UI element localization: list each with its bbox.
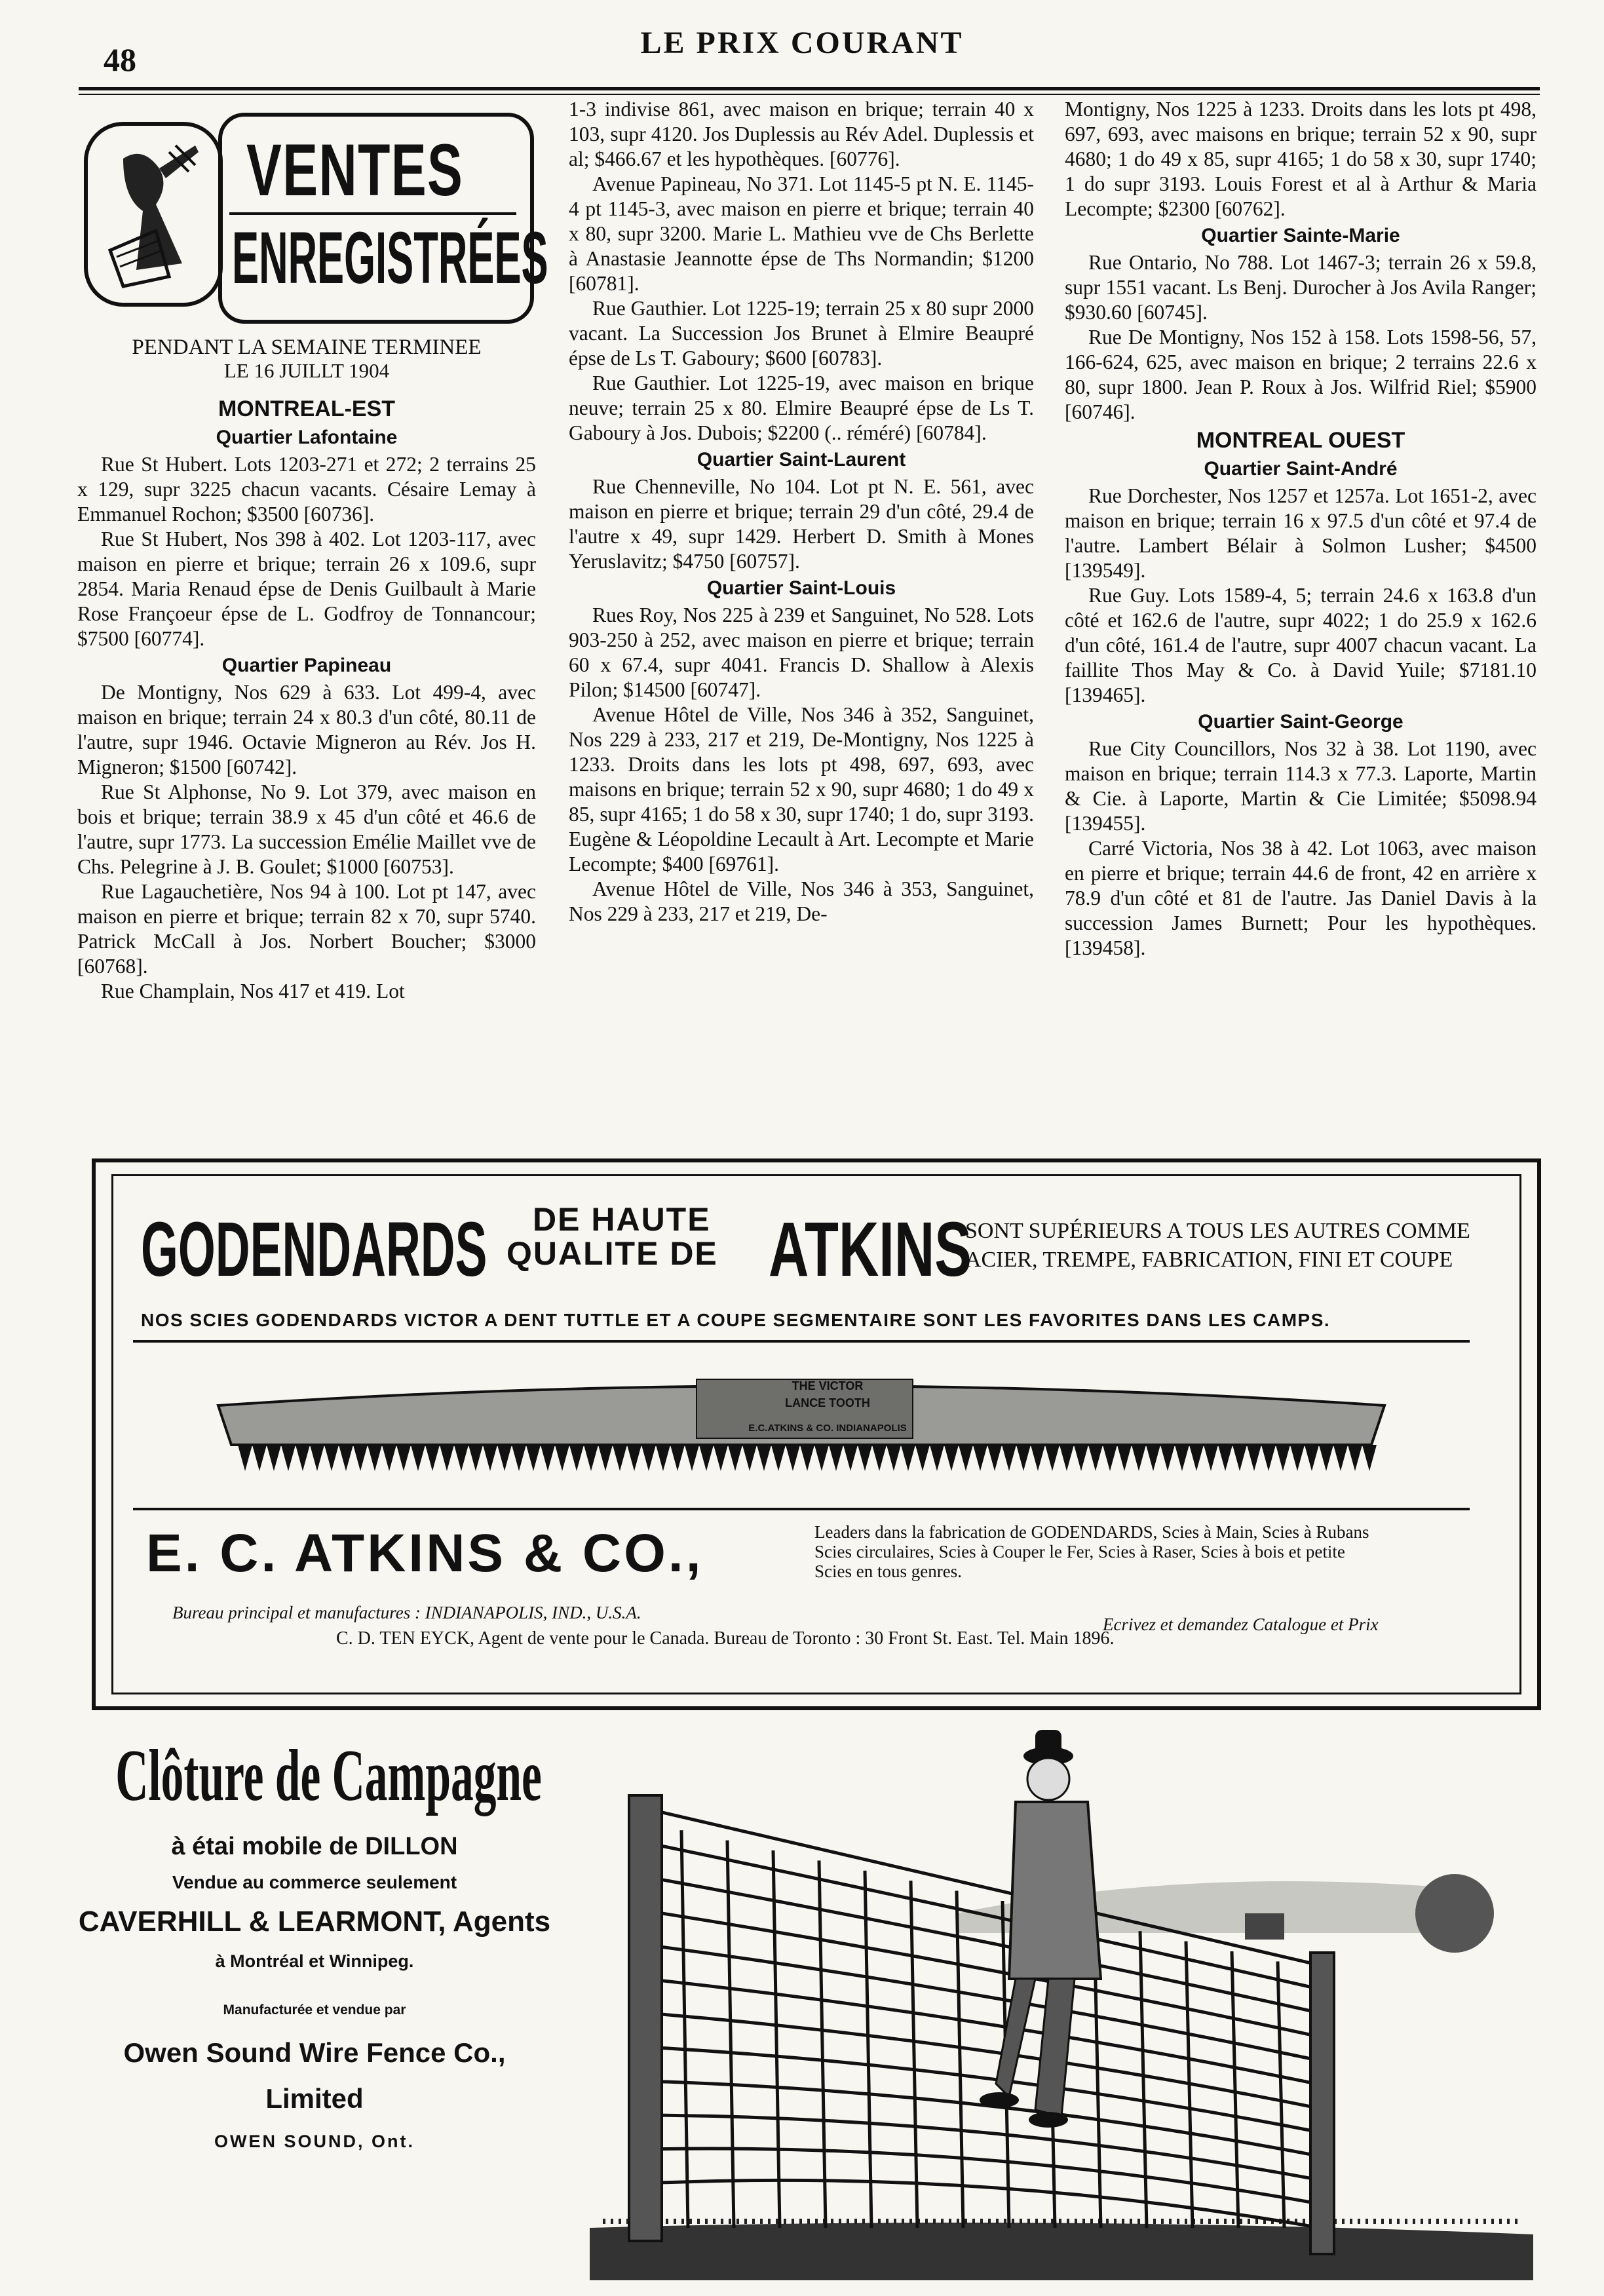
journal-title: LE PRIX COURANT [640, 26, 964, 60]
cloture-manufacturee: Manufacturée et vendue par [223, 2002, 406, 2018]
cloture-city: OWEN SOUND, Ont. [214, 2132, 415, 2151]
ad-atkins-name: ATKINS [769, 1206, 972, 1293]
sale-entry: Rues Roy, Nos 225 à 239 et Sanguinet, No 528. Lots 903-250 à 252, avec maison en pierre et brique; terrain 60 x 67.4, supr 4041. Francis D. Shallow à Alexis Pilon; $14500 [60747]. [569, 603, 1034, 701]
heading-quartier-papineau: Quartier Papineau [221, 655, 392, 676]
ad-company-name: E. C. ATKINS & CO., [146, 1523, 704, 1583]
column-2 [569, 97, 1034, 927]
ad-superior-2: ACIER, TREMPE, FABRICATION, FINI ET COUPE [965, 1248, 1453, 1272]
sale-entry: Rue Dorchester, Nos 1257 et 1257a. Lot 1651-2, avec maison en brique; terrain 16 x 97.5 d'un côté et 97.4 de l'autre. Lambert Bélair à Solmon Lusher; $4500 [139549]. [1065, 484, 1537, 582]
ventes-intro [77, 335, 536, 383]
atkins-advertisement [92, 1158, 1541, 1710]
ad-leaders-3: Scies en tous genres. [814, 1561, 962, 1581]
logo-line-enregistrees: ENREGISTRÉES [232, 217, 548, 299]
saw-label-lance: LANCE TOOTH [785, 1396, 870, 1409]
sale-entry: 1-3 indivise 861, avec maison en brique; terrain 40 x 103, supr 4120. Jos Duplessis au Rév Adel. Duplessis et al; $466.67 et les hypothèques. [60776]. [569, 98, 1034, 170]
ad-qualite-de: QUALITE DE [506, 1235, 718, 1272]
sale-entry: Rue St Alphonse, No 9. Lot 379, avec maison en bois et brique; terrain 38.9 x 45 d'un côté et 46.6 de l'autre, supr 1773. La succession Emélie Maillet vve de Chs. Pelegrine à J. B. Goulet; $1000 [60753]. [77, 780, 536, 878]
logo-line-ventes: VENTES [246, 129, 464, 211]
heading-quartier-saint-laurent: Quartier Saint-Laurent [697, 449, 906, 470]
sale-entry: Rue Guy. Lots 1589-4, 5; terrain 24.6 x 163.8 d'un côté et 162.6 de l'autre, supr 4022; 1 do 25.9 x 162.6 d'un côté, 161.4 de l'autre, supr 4007 chacun vacant. La faillite Thos May & Co. à David Yuile; $7181.10 [139465]. [1065, 584, 1537, 706]
sale-entry: Rue City Councillors, Nos 32 à 38. Lot 1190, avec maison en brique; terrain 114.3 x 77.3. Laporte, Martin & Cie. à Laporte, Martin & Cie Limitée; $5098.94 [139455]. [1065, 737, 1537, 835]
heading-quartier-lafontaine: Quartier Lafontaine [216, 427, 398, 448]
header-rule [79, 87, 1540, 90]
ad-agent: C. D. TEN EYCK, Agent de vente pour le Canada. Bureau de Toronto : 30 Front St. East. Tel. Main 1896. [336, 1628, 1115, 1649]
sale-entry: Avenue Hôtel de Ville, Nos 346 à 353, Sanguinet, Nos 229 à 233, 217 et 219, De- [569, 877, 1034, 925]
ad-de-haute: DE HAUTE [533, 1201, 711, 1238]
saw-label-victor: THE VICTOR [792, 1379, 864, 1392]
column-1 [77, 393, 536, 1004]
column-3 [1065, 97, 1537, 961]
cloture-subtitle: à étai mobile de DILLON [171, 1833, 458, 1860]
sale-entry: Rue Chenneville, No 104. Lot pt N. E. 561, avec maison en pierre et brique; terrain 29 d'un côté, 29.4 de l'autre x 49, supr 1429. Herbert D. Smith à Mones Yeruslavitz; $4750 [60757]. [569, 475, 1034, 573]
fence-illustration [590, 1717, 1533, 2280]
sale-entry: Rue Ontario, No 788. Lot 1467-3; terrain 26 x 59.8, supr 1551 vacant. Ls Benj. Durocher à Jos Avila Ranger; $930.60 [60745]. [1065, 251, 1537, 324]
ventes-enregistrees-logo [84, 113, 548, 329]
cloture-cities: à Montréal et Winnipeg. [215, 1951, 414, 1971]
intro-line-2: LE 16 JUILLT 1904 [223, 359, 390, 382]
sale-entry: Rue St Hubert. Lots 1203-271 et 272; 2 terrains 25 x 129, supr 3225 chacun vacants. Césaire Lemay à Emmanuel Rochon; $3500 [60736]. [77, 453, 536, 526]
sale-entry: Avenue Papineau, No 371. Lot 1145-5 pt N. E. 1145-4 pt 1145-3, avec maison en pierre et brique; terrain 40 x 80, supr 3200. Marie L. Mathieu vve de Chs Berlette à Anastasie Jeannotte épse de Ths Normandin; $1200 [60781]. [569, 172, 1034, 295]
heading-quartier-saint-george: Quartier Saint-George [1198, 711, 1404, 733]
heading-quartier-sainte-marie: Quartier Sainte-Marie [1201, 225, 1400, 246]
sale-entry: Rue Gauthier. Lot 1225-19, avec maison en brique neuve; terrain 25 x 80. Elmire Beaupré épse de Ls T. Gaboury à Jos. Dubois; $2200 (.. réméré) [60784]. [569, 372, 1034, 444]
header-rule-thin [79, 94, 1540, 95]
cloture-title: Clôture de Campagne [115, 1735, 542, 1816]
sale-entry: Montigny, Nos 1225 à 1233. Droits dans les lots pt 498, 697, 693, avec maisons en brique; terrain 52 x 90, supr 4680; 1 do 49 x 85, supr 4165; 1 do 58 x 30, supr 1740; 1 do supr 3193. Louis Forest et al à Arthur & Maria Lecompte; $2300 [60762]. [1065, 98, 1537, 220]
cloture-advertisement-text [72, 1730, 557, 2161]
saw-label-maker: E.C.ATKINS & CO. INDIANAPOLIS [748, 1423, 907, 1434]
sale-entry: De Montigny, Nos 629 à 633. Lot 499-4, avec maison en brique; terrain 24 x 80.3 d'un côté, 80.11 de l'autre, supr 1946. Octavie Migneron au Rév. Jos H. Migneron; $1500 [60742]. [77, 681, 536, 778]
intro-line-1: PENDANT LA SEMAINE TERMINEE [132, 335, 482, 359]
sale-entry: Rue Lagauchetière, Nos 94 à 100. Lot pt 147, avec maison en pierre et brique; terrain 82 x 70, supr 5740. Patrick McCall à Jos. Norbert Boucher; $3000 [60768]. [77, 880, 536, 978]
sale-entry: Rue Champlain, Nos 417 et 419. Lot [101, 980, 405, 1003]
cloture-company: Owen Sound Wire Fence Co., Limited [123, 2037, 506, 2114]
sale-entry: Rue De Montigny, Nos 152 à 158. Lots 1598-56, 57, 166-624, 625, avec maison en brique; 2 terrains 22.6 x 80, supr 1800. Jean P. Roux à Jos. Wilfrid Riel; $5900 [60746]. [1065, 326, 1537, 423]
cloture-agents: CAVERHILL & LEARMONT, Agents [78, 1905, 551, 1938]
heading-montreal-ouest: MONTREAL OUEST [1196, 428, 1405, 453]
sale-entry: Rue St Hubert, Nos 398 à 402. Lot 1203-117, avec maison en pierre et brique; terrain 26 x 109.6, supr 2854. Maria Renaud épse de Denis Guilbault à Marie Rose Françoeur épse de L. Godfroy de Tonnancour; $7500 [60774]. [77, 527, 536, 650]
heading-montreal-est: MONTREAL-EST [218, 396, 396, 421]
cloture-vendue: Vendue au commerce seulement [172, 1872, 457, 1892]
ad-bureau: Bureau principal et manufactures : INDIANAPOLIS, IND., U.S.A. [172, 1603, 641, 1622]
ad-leaders-2: Scies circulaires, Scies à Couper le Fer, Scies à Raser, Scies à bois et petite [814, 1542, 1345, 1561]
heading-quartier-saint-andre: Quartier Saint-André [1204, 458, 1398, 480]
page-number: 48 [104, 41, 136, 78]
ad-tagline: NOS SCIES GODENDARDS VICTOR A DENT TUTTLE ET A COUPE SEGMENTAIRE SONT LES FAVORITES DANS LES CAMPS. [141, 1310, 1331, 1330]
heading-quartier-saint-louis: Quartier Saint-Louis [706, 577, 896, 599]
ad-superior-1: SONT SUPÉRIEURS A TOUS LES AUTRES COMME [965, 1219, 1470, 1243]
sale-entry: Rue Gauthier. Lot 1225-19; terrain 25 x 80 supr 2000 vacant. La Succession Jos Brunet à Elmire Beaupré épse de Ls T. Gaboury; $600 [60783]. [569, 297, 1034, 370]
ad-godendards: GODENDARDS [141, 1206, 487, 1293]
writing-figure-icon [97, 132, 208, 290]
ad-ecrivez: Ecrivez et demandez Catalogue et Prix [1103, 1615, 1379, 1634]
sale-entry: Avenue Hôtel de Ville, Nos 346 à 352, Sanguinet, Nos 229 à 233, 217 et 219, De-Montigny, Nos 1225 à 1233. Droits dans les lots pt 498, 697, 693, avec maisons en brique; terrain 52 x 90, supr 4680; 1 do 49 x 85, supr 4165; 1 do 58 x 30, supr 1740; 1 do, supr 3193. Eugène & Léopoldine Lecault à Art. Lecompte et Marie Lecompte; $400 [69761]. [569, 703, 1034, 875]
sale-entry: Carré Victoria, Nos 38 à 42. Lot 1063, avec maison en pierre et brique; terrain 44.6 de front, 42 en arrière x 78.9 d'un côté et 81 de l'autre. Jas Daniel Davis à la succession James Burnett; Pour les hypothèques. [139458]. [1065, 837, 1537, 959]
ad-leaders-1: Leaders dans la fabrication de GODENDARDS, Scies à Main, Scies à Rubans [814, 1522, 1369, 1542]
